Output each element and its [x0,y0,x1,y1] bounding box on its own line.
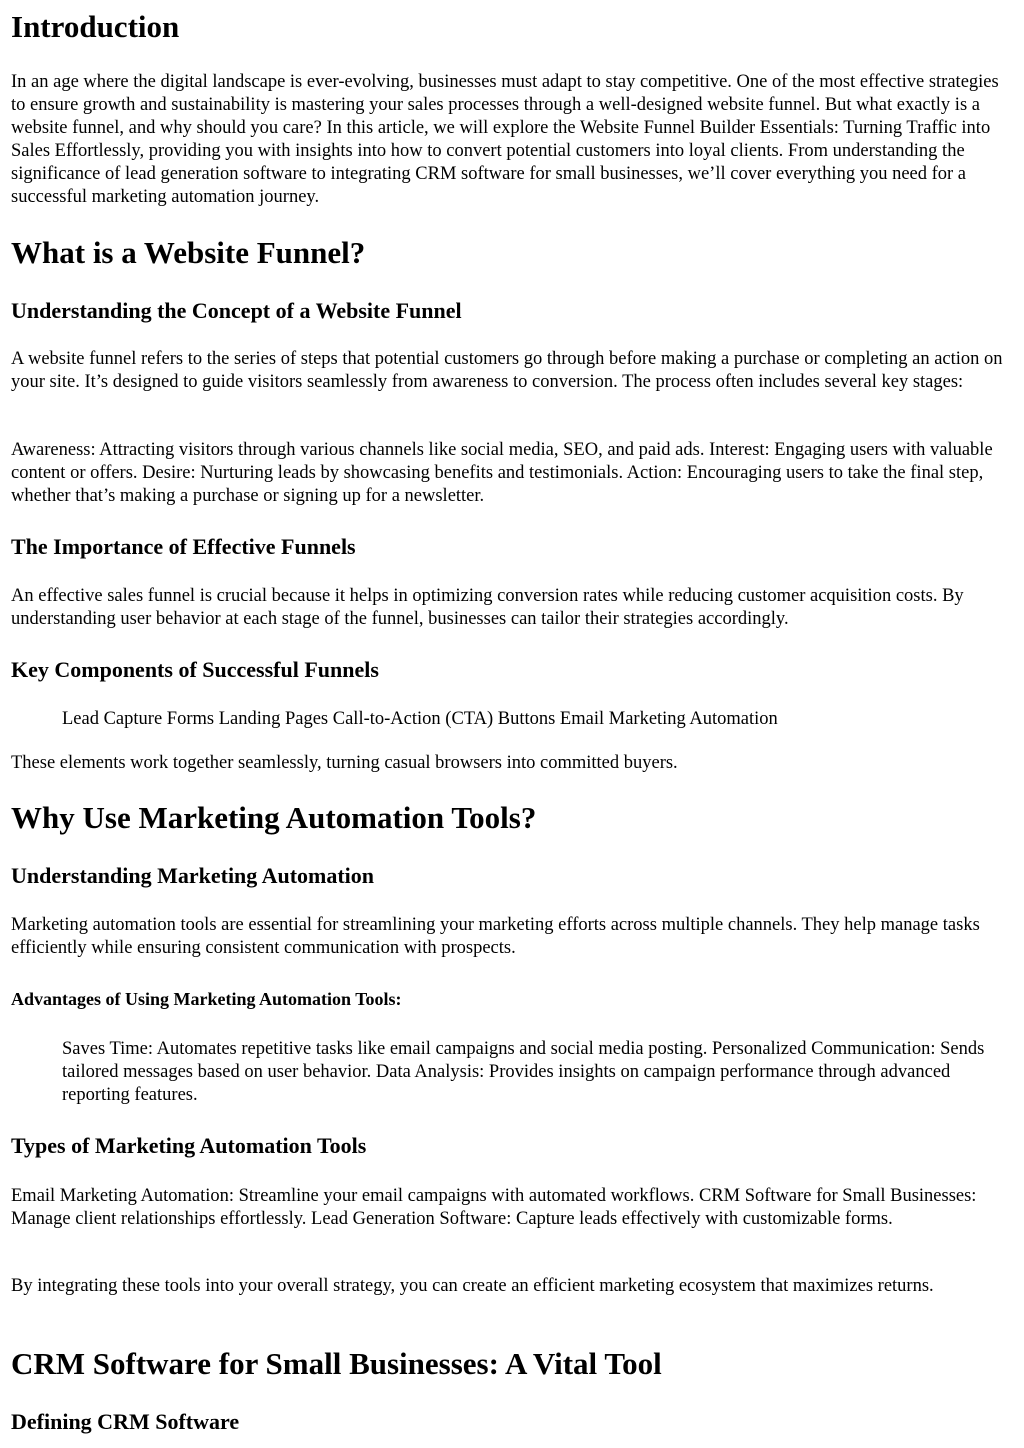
types-heading: Types of Marketing Automation Tools [11,1133,367,1158]
importance-paragraph: An effective sales funnel is crucial because it helps in optimizing conversion rates while reducing customer acquisition costs. By understanding user behavior at each stage of the funnel, businesses can tailor their strategies accordingly. [11,586,964,629]
intro-paragraph: In an age where the digital landscape is ever-evolving, businesses must adapt to stay competitive. One of the most effective strategies to ensure growth and sustainability is mastering your sales processes through a well-designed website funnel. But what exactly is a website funnel, and why should you care? In this article, we will explore the Website Funnel Builder Essentials: Turning Traffic into Sales Effortlessly, providing you with insights into how to convert potential customers into loyal clients. From understanding the significance of lead generation software to integrating CRM software for small businesses, we’ll cover everything you need for a successful marketing automation journey. [11,72,999,207]
components-heading: Key Components of Successful Funnels [11,657,379,682]
defining-crm-heading: Defining CRM Software [11,1409,240,1434]
components-paragraph: These elements work together seamlessly, turning casual browsers into committed buyers. [11,753,678,773]
understanding-automation-paragraph: Marketing automation tools are essential for streamlining your marketing efforts across multiple channels. They help manage tasks efficiently while ensuring consistent communication with prospects. [11,915,980,958]
advantages-heading: Advantages of Using Marketing Automation Tools: [11,989,402,1009]
types-paragraph-2: By integrating these tools into your overall strategy, you can create an efficient marketing ecosystem that maximizes returns. [11,1276,934,1296]
types-paragraph-1: Email Marketing Automation: Streamline your email campaigns with automated workflows. CRM Software for Small Businesses: Manage client relationships effortlessly. Lead Generation Software: Capture leads effectively with customizable forms. [11,1186,977,1229]
importance-heading: The Importance of Effective Funnels [11,534,356,559]
concept-paragraph-2: Awareness: Attracting visitors through various channels like social media, SEO, and paid ads. Interest: Engaging users with valuable content or offers. Desire: Nurturing leads by showcasing benefits and testimonials. Action: Encouraging users to take the final step, whether that’s making a purchase or signing up for a newsletter. [11,440,993,506]
understanding-automation-heading: Understanding Marketing Automation [11,863,375,888]
concept-paragraph-1: A website funnel refers to the series of steps that potential customers go through before making a purchase or completing an action on your site. It’s designed to guide visitors seamlessly from awareness to conversion. The process often includes several key stages: [11,349,1003,392]
crm-heading: CRM Software for Small Businesses: A Vital Tool [11,1346,662,1381]
website-funnel-heading: What is a Website Funnel? [11,235,366,270]
intro-heading: Introduction [11,9,180,44]
advantages-quote: Saves Time: Automates repetitive tasks like email campaigns and social media posting. Personalized Communication: Sends tailored messages based on user behavior. Data Analysis: Provides insights on campaign performance through advanced reporting features. [62,1039,985,1105]
concept-heading: Understanding the Concept of a Website Funnel [11,298,462,323]
components-quote: Lead Capture Forms Landing Pages Call-to-Action (CTA) Buttons Email Marketing Automation [62,709,778,729]
marketing-automation-heading: Why Use Marketing Automation Tools? [11,800,537,835]
